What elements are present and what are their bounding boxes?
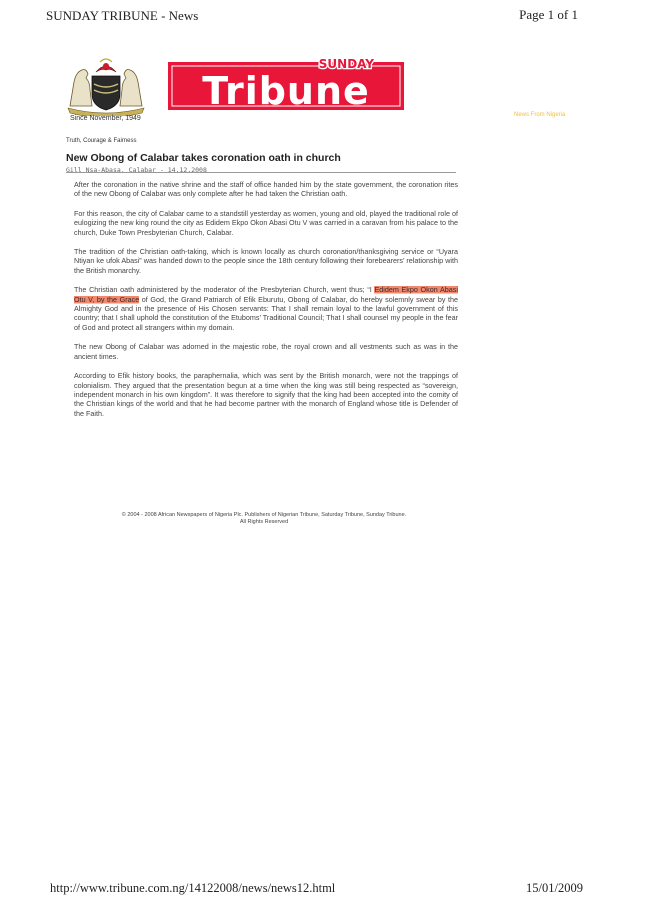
tribune-logo	[168, 56, 404, 112]
logo-tribune: Tribune	[202, 69, 370, 112]
paragraph-1: After the coronation in the native shrine and the staff of office handed him by the state government, the coronation rites of the new Obong of Calabar was only complete after he had taken the Christian oath.	[74, 180, 458, 199]
print-header-page: Page 1 of 1	[519, 7, 578, 22]
paragraph-4-start: The Christian oath administered by the moderator of the Presbyterian Church, went thus; “I	[74, 285, 375, 295]
paragraph-5: The new Obong of Calabar was adorned in the majestic robe, the royal crown and all vestments such as was in the ancient times.	[74, 342, 458, 361]
copyright-notice	[100, 512, 428, 526]
coat-of-arms-icon	[62, 56, 150, 116]
copyright-line-1: © 2004 - 2008 African Newspapers of Nigeria Plc. Publishers of Nigerian Tribune, Saturday Tribune, Sunday Tribune.	[121, 512, 407, 518]
print-footer-date: 15/01/2009	[526, 881, 583, 895]
print-footer-url[interactable]: http://www.tribune.com.ng/14122008/news/news12.html	[50, 881, 336, 895]
headline-divider	[66, 172, 456, 173]
logo-sunday: SUNDAY	[318, 57, 374, 71]
article-body	[74, 180, 458, 428]
article-byline: Gill Nsa-Abasa, Calabar - 14.12.2008	[66, 166, 207, 174]
paragraph-6: According to Efik history books, the paraphernalia, which was sent by the British monarch, were not the trappings of colonialism. They argued that the presentation begun at a time when the king was still being respected as “sovereign, independent monarch in his own kingdom”. It was therefore to signify that the king had been accepted into the comity of the Christian kings of the world and that he had become partner with the monarch of England whose title is Defender of the Faith.	[74, 371, 458, 418]
paragraph-2: For this reason, the city of Calabar came to a standstill yesterday as women, young and old, played the traditional role of eulogizing the new king round the city as Edidem Ekpo Okon Abasi Otu V was carried in a caravan from his palace to the church, Duke Town Presbyterian Church, Calabar.	[74, 208, 458, 237]
since-date: Since November, 1949	[70, 115, 141, 122]
paragraph-4	[74, 285, 458, 332]
news-from-nigeria-link[interactable]: News From Nigeria	[514, 112, 566, 118]
copyright-line-2: All Rights Reserved	[239, 519, 289, 525]
print-header-title: SUNDAY TRIBUNE - News	[46, 8, 199, 23]
article-headline: New Obong of Calabar takes coronation oath in church	[66, 152, 341, 164]
paragraph-4-rest: of God, the Grand Patriarch of Efik Eburutu, Obong of Calabar, do hereby solemnly swear by the Almighty God and in the presence of His Chosen servants: That I shall remain loyal to the lawful government of this country; that I shall uphold the constitution of the Etuboms’ Traditional Council; That I shall counsel my people in the fear of God and protect all strangers within my domain.	[74, 294, 458, 332]
highlighted-text: Edidem Ekpo Okon Abasi Otu V, by the Grace	[74, 285, 458, 304]
paragraph-3: The tradition of the Christian oath-taking, which is known locally as church coronation/thanksgiving service or “Uyara Ntiyan ke ufok Abasi” was handed down to the people since the 18th century following their forebearers’ relationship with the British monarchy.	[74, 247, 458, 275]
motto: Truth, Courage & Fairness	[66, 138, 137, 144]
